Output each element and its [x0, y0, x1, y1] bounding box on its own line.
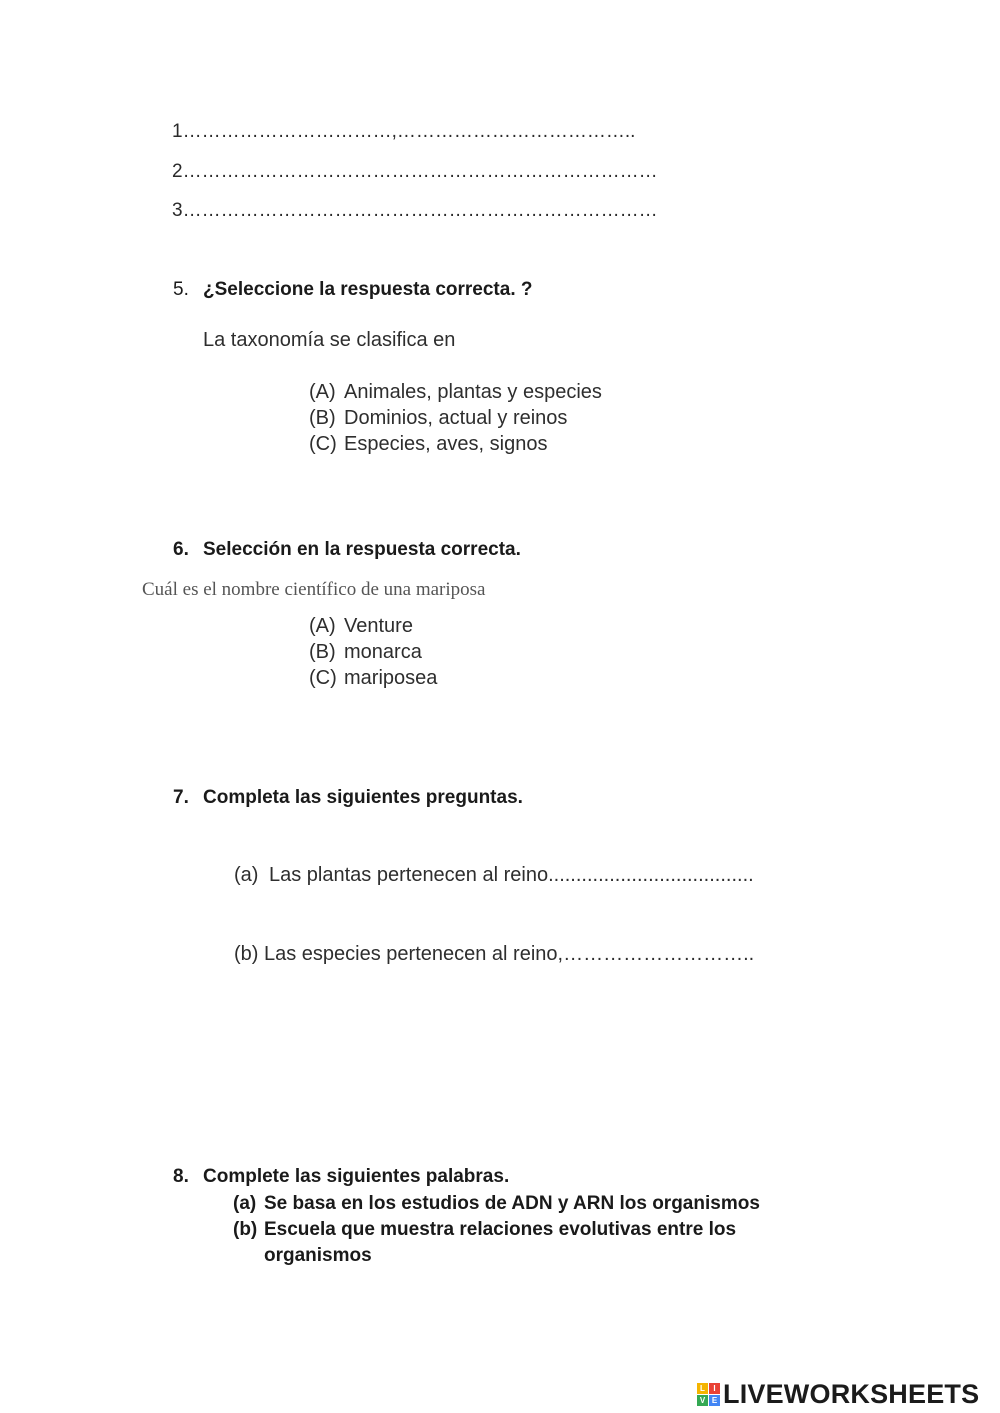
question-8-item-b[interactable]: [233, 1219, 736, 1241]
option-label: (C): [309, 667, 337, 689]
question-8-heading: [173, 1166, 509, 1188]
answer-line-3[interactable]: 3…………………………………………………………………: [172, 200, 658, 221]
option-text: Venture: [344, 615, 413, 637]
item-label: (b): [234, 943, 259, 965]
item-text: Se basa en los estudios de ADN y ARN los organismos: [264, 1193, 760, 1214]
option-text: Animales, plantas y especies: [344, 381, 602, 403]
question-6-title: Selección en la respuesta correcta.: [203, 539, 521, 560]
liveworksheets-logo[interactable]: [697, 1378, 979, 1410]
question-6-number: 6.: [173, 539, 189, 560]
logo-mark-v: V: [697, 1395, 708, 1406]
logo-text: LIVEWORKSHEETS: [723, 1378, 980, 1409]
question-5-heading: [173, 279, 533, 301]
item-text: Escuela que muestra relaciones evolutivas entre los: [264, 1219, 737, 1240]
logo-mark-l: L: [697, 1383, 708, 1394]
question-7-item-a[interactable]: [234, 864, 754, 887]
question-5-option-a[interactable]: [309, 381, 602, 404]
question-5-title: ¿Seleccione la respuesta correcta. ?: [203, 279, 533, 300]
item-label: (a): [234, 864, 259, 886]
option-label: (C): [309, 433, 337, 455]
question-5-prompt: La taxonomía se clasifica en: [203, 329, 456, 351]
question-7-title: Completa las siguientes preguntas.: [203, 787, 523, 808]
answer-line-1[interactable]: 1……………………………,………………………………..: [172, 121, 636, 142]
item-text: Las especies pertenecen al reino,………………………..: [264, 943, 755, 965]
item-label: (b): [233, 1219, 258, 1240]
option-text: Especies, aves, signos: [344, 433, 548, 455]
question-6-option-a[interactable]: [309, 615, 413, 638]
question-8-number: 8.: [173, 1166, 189, 1187]
item-text: Las plantas pertenecen al reino.....................................: [269, 864, 754, 886]
question-7-number: 7.: [173, 787, 189, 808]
question-5-option-b[interactable]: [309, 407, 567, 430]
question-5-number: 5.: [173, 279, 189, 300]
question-6-option-b[interactable]: [309, 641, 422, 664]
question-5-option-c[interactable]: [309, 433, 547, 456]
logo-mark-icon: [697, 1383, 720, 1406]
option-label: (B): [309, 641, 336, 663]
logo-mark-e: E: [709, 1395, 720, 1406]
question-7-item-b[interactable]: [234, 943, 754, 966]
option-label: (B): [309, 407, 336, 429]
question-8-item-a[interactable]: [233, 1193, 760, 1215]
question-6-option-c[interactable]: [309, 667, 437, 690]
option-text: monarca: [344, 641, 422, 663]
question-8-item-b-continuation: organismos: [264, 1245, 372, 1266]
item-label: (a): [233, 1193, 257, 1214]
answer-line-2[interactable]: 2…………………………………………………………………: [172, 161, 658, 182]
option-text: Dominios, actual y reinos: [344, 407, 568, 429]
option-label: (A): [309, 381, 336, 403]
logo-mark-i: I: [709, 1383, 720, 1394]
question-7-heading: [173, 787, 523, 809]
option-label: (A): [309, 615, 336, 637]
question-8-title: Complete las siguientes palabras.: [203, 1166, 510, 1187]
option-text: mariposea: [344, 667, 438, 689]
question-6-heading: [173, 539, 521, 561]
question-6-prompt: Cuál es el nombre científico de una mariposa: [142, 579, 486, 600]
